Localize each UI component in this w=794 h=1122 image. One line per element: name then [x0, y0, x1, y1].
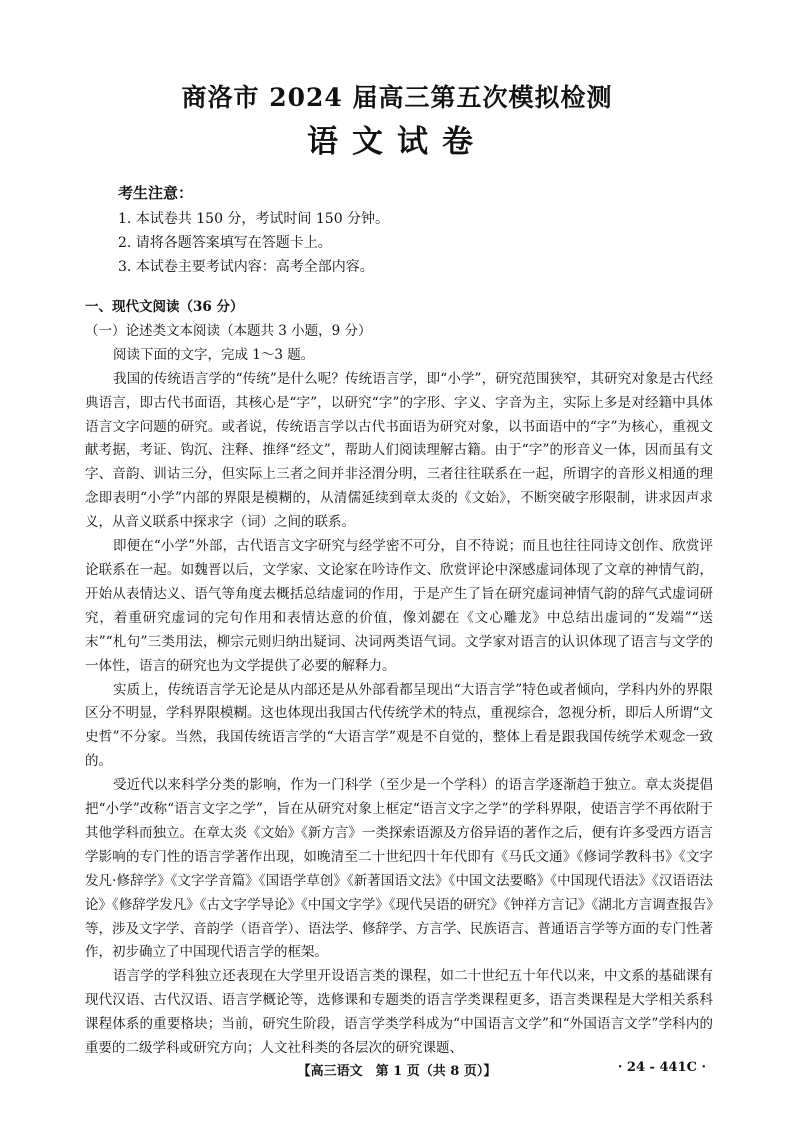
exam-subtitle: 语文试卷	[307, 124, 487, 160]
page-number: 【高三语文 第 1 页（共 8 页）】	[297, 1064, 497, 1079]
passage-paragraph-1: 我国的传统语言学的“传统”是什么呢？传统语言学，即“小学”，研究范围狭窄，其研究对象是古代经典语言，即古代书面语，其核心是“字”，以研究“字”的字形、字义、字音为主，实际上多是对经籍中具体语言文字问题的研究。或者说，传统语言学以古代书面语为研究对象，以书面语中的“字”为核心，重视文献考据，考证、钩沉、注释、推绎“经文”，帮助人们阅读理解古籍。由于“字”的形音义一体，因而虽有文字、音韵、训诂三分，但实际上三者之间并非泾渭分明，三者往往联系在一起，所谓字的音形义相通的理念即表明“小学”内部的界限是模糊的，从清儒延续到章太炎的《文始》，不断突破字形限制，讲求因声求义，从音义联系中探求字（词）之间的联系。	[85, 370, 713, 531]
passage-paragraph-4: 受近代以来科学分类的影响，作为一门科学（至少是一个学科）的语言学逐渐趋于独立。章太炎提倡把“小学”改称“语言文字之学”，旨在从研究对象上框定“语言文字之学”的学科界限，使语言学不再依附于其他学科而独立。在章太炎《文始》《新方言》一类探索语源及方俗异语的著作之后，便有许多受西方语言学影响的专门性的语言学著作出现，如晚清至二十世纪四十年代即有《马氏文通》《修词学教科书》《文字发凡·修辞学》《文字学音篇》《国语学草创》《新著国语文法》《中国文法要略》《中国现代语法》《汉语语法论》《修辞学发凡》《古文字学导论》《中国文字学》《现代吴语的研究》《钟祥方言记》《湖北方言调查报告》等，涉及文字学、音韵学（语音学）、语法学、修辞学、方言学、民族语言、普通语言学等方面的专门性著作，初步确立了中国现代语言学的框架。	[85, 777, 713, 961]
notice-item-3: 3. 本试卷主要考试内容：高考全部内容。	[118, 259, 374, 275]
reading-section	[85, 296, 713, 1061]
section-heading: 一、现代文阅读（36 分）	[85, 299, 244, 315]
section-instruction: 阅读下面的文字，完成 1～3 题。	[113, 346, 315, 363]
notice-heading: 考生注意：	[118, 184, 194, 202]
passage-paragraph-5: 语言学的学科独立还表现在大学里开设语言类的课程，如二十世纪五十年代以来，中文系的基础课有现代汉语、古代汉语、语言学概论等，选修课和专题类的语言学类课程更多，语言类课程是大学相关系科课程体系的重要格块；当前，研究生阶段，语言学类学科成为“中国语言文学”和“外国语言文学”学科内的重要的二级学科或研究方向；人文社科类的各层次的研究课题、	[85, 968, 713, 1057]
passage-paragraph-2: 即便在“小学”外部，古代语言文字研究与经学密不可分，自不待说；而且也往往同诗文创作、欣赏评论联系在一起。如魏晋以后，文学家、文论家在吟诗作文、欣赏评论中深感虚词体现了文章的神情气韵，开始从表情达义、语气等角度去概括总结虚词的作用，于是产生了旨在研究虚词神情气韵的辞气式虚词研究，着重研究虚词的完句作用和表情达意的价值，像刘勰在《文心雕龙》中总结出虚词的“发端”“送末”“札句”三类用法，柳宗元则归纳出疑词、决词两类语气词。文学家对语言的认识体现了语言与文学的一体性，语言的研究也为文学提供了必要的解释力。	[85, 538, 713, 674]
exam-code: · 24 - 441C ·	[617, 1060, 706, 1075]
candidate-notice	[118, 182, 718, 279]
section-subheading: （一）论述类文本阅读（本题共 3 小题，9 分）	[85, 322, 372, 339]
passage-paragraph-3: 实质上，传统语言学无论是从内部还是从外部看都呈现出“大语言学”特色或者倾向，学科内外的界限区分不明显，学科界限模糊。这也体现出我国古代传统学术的特点，重视综合，忽视分析，即后人所谓“文史哲”不分家。当然，我国传统语言学的“大语言学”观是不自觉的，整体上看是跟我国传统学术观念一致的。	[85, 681, 713, 770]
exam-title: 商洛市 2024 届高三第五次模拟检测	[181, 83, 613, 112]
notice-item-1: 1. 本试卷共 150 分，考试时间 150 分钟。	[118, 211, 390, 227]
notice-item-2: 2. 请将各题答案填写在答题卡上。	[118, 235, 332, 251]
